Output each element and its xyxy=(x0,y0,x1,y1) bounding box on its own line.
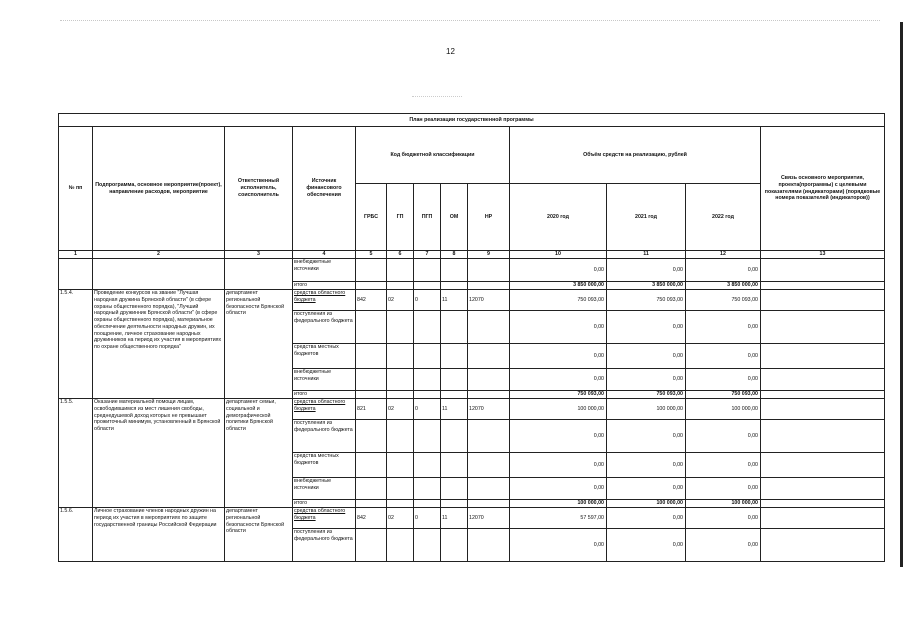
measure-row xyxy=(59,290,885,311)
link-cell xyxy=(761,344,885,369)
code-nr: 12070 xyxy=(468,508,510,529)
col-number: 7 xyxy=(414,251,441,259)
amount-v2022: 0,00 xyxy=(686,259,761,282)
code-gp: 02 xyxy=(387,399,414,420)
measure-row xyxy=(59,508,885,529)
amount-v2022: 750 093,00 xyxy=(686,290,761,311)
amount-v2021: 0,00 xyxy=(607,369,686,391)
measure-number: 1.5.5. xyxy=(59,399,93,508)
code-cell xyxy=(468,391,510,399)
right-edge-bar xyxy=(900,22,903,567)
code-cell xyxy=(414,391,441,399)
amount-v2020: 0,00 xyxy=(510,369,607,391)
amount-v2022: 0,00 xyxy=(686,508,761,529)
measure-executor: департамент региональной безопасности Брянской области xyxy=(225,290,293,399)
col-number: 4 xyxy=(293,251,356,259)
top-dotted-rule xyxy=(60,20,880,22)
code-cell xyxy=(387,344,414,369)
code-cell xyxy=(387,311,414,344)
code-cell xyxy=(441,529,468,562)
header-2021: 2021 год xyxy=(607,184,686,251)
measure-number: 1.5.6. xyxy=(59,508,93,562)
code-cell xyxy=(387,391,414,399)
code-nr: 12070 xyxy=(468,290,510,311)
code-cell xyxy=(441,391,468,399)
amount-v2021: 100 000,00 xyxy=(607,500,686,508)
col-number: 2 xyxy=(93,251,225,259)
small-rule xyxy=(412,96,462,97)
code-cell xyxy=(468,311,510,344)
code-cell xyxy=(414,500,441,508)
code-cell xyxy=(441,500,468,508)
measure-executor: департамент семьи, социальной и демографической политики Брянской области xyxy=(225,399,293,508)
header-om: ОМ xyxy=(441,184,468,251)
amount-v2022: 3 850 000,00 xyxy=(686,282,761,290)
code-cell xyxy=(441,478,468,500)
code-cell xyxy=(414,420,441,453)
header-2020: 2020 год xyxy=(510,184,607,251)
measure-executor: департамент региональной безопасности Брянской области xyxy=(225,508,293,562)
col-number: 12 xyxy=(686,251,761,259)
code-cell xyxy=(356,344,387,369)
code-cell xyxy=(387,282,414,290)
code-cell xyxy=(414,311,441,344)
code-cell xyxy=(468,282,510,290)
header-source: Источник финансового обеспечения xyxy=(293,127,356,251)
amount-v2022: 0,00 xyxy=(686,311,761,344)
header-budget-code: Код бюджетной классификации xyxy=(356,127,510,184)
amount-v2020: 0,00 xyxy=(510,478,607,500)
link-cell xyxy=(761,311,885,344)
amount-v2022: 0,00 xyxy=(686,369,761,391)
code-cell xyxy=(468,420,510,453)
header-program: Подпрограмма, основное мероприятие(проект), направление расходов, мероприятие xyxy=(93,127,225,251)
code-cell xyxy=(441,369,468,391)
amount-v2020: 57 597,00 xyxy=(510,508,607,529)
code-pgp: 0 xyxy=(414,290,441,311)
carry-row xyxy=(59,259,885,282)
col-number: 1 xyxy=(59,251,93,259)
link-cell xyxy=(761,399,885,420)
code-cell xyxy=(414,453,441,478)
code-cell xyxy=(356,529,387,562)
amount-v2021: 0,00 xyxy=(607,478,686,500)
amount-v2021: 0,00 xyxy=(607,344,686,369)
code-cell xyxy=(414,259,441,282)
code-cell xyxy=(441,311,468,344)
code-cell xyxy=(387,529,414,562)
amount-v2022: 100 000,00 xyxy=(686,399,761,420)
code-cell xyxy=(441,282,468,290)
code-cell xyxy=(468,529,510,562)
code-cell xyxy=(414,529,441,562)
table-title: План реализации государственной программы xyxy=(59,114,885,127)
amount-v2020: 750 093,00 xyxy=(510,391,607,399)
source-cell: внебюджетные источники xyxy=(293,259,356,282)
link-cell xyxy=(761,369,885,391)
carry-num-cell xyxy=(59,259,93,290)
col-number: 3 xyxy=(225,251,293,259)
col-number: 9 xyxy=(468,251,510,259)
header-pgp: ПГП xyxy=(414,184,441,251)
amount-v2021: 0,00 xyxy=(607,529,686,562)
link-cell xyxy=(761,391,885,399)
source-cell: внебюджетные источники xyxy=(293,478,356,500)
amount-v2021: 750 093,00 xyxy=(607,391,686,399)
link-cell xyxy=(761,290,885,311)
col-number: 6 xyxy=(387,251,414,259)
col-number: 10 xyxy=(510,251,607,259)
code-cell xyxy=(414,478,441,500)
amount-v2022: 100 000,00 xyxy=(686,500,761,508)
code-cell xyxy=(356,311,387,344)
code-cell xyxy=(441,420,468,453)
code-cell xyxy=(387,478,414,500)
code-pgp: 0 xyxy=(414,508,441,529)
amount-v2021: 0,00 xyxy=(607,259,686,282)
code-om: 11 xyxy=(441,399,468,420)
code-cell xyxy=(387,453,414,478)
code-grbs: 821 xyxy=(356,399,387,420)
amount-v2020: 0,00 xyxy=(510,453,607,478)
link-cell xyxy=(761,259,885,282)
code-om: 11 xyxy=(441,508,468,529)
code-cell xyxy=(356,500,387,508)
code-cell xyxy=(356,391,387,399)
amount-v2020: 100 000,00 xyxy=(510,500,607,508)
amount-v2020: 0,00 xyxy=(510,529,607,562)
amount-v2020: 0,00 xyxy=(510,344,607,369)
code-cell xyxy=(468,453,510,478)
carry-executor-cell xyxy=(225,259,293,290)
link-cell xyxy=(761,282,885,290)
header-link: Связь основного мероприятия, проекта(программы) с целевыми показателями (индикаторами) (порядковые номера показателей (индикаторов)) xyxy=(761,127,885,251)
source-cell: средства областного бюджета xyxy=(293,399,356,420)
code-cell xyxy=(414,369,441,391)
amount-v2021: 3 850 000,00 xyxy=(607,282,686,290)
page-number: 12 xyxy=(446,47,455,56)
amount-v2020: 0,00 xyxy=(510,311,607,344)
amount-v2021: 0,00 xyxy=(607,453,686,478)
code-cell xyxy=(356,282,387,290)
measure-number: 1.5.4. xyxy=(59,290,93,399)
code-pgp: 0 xyxy=(414,399,441,420)
amount-v2022: 750 093,00 xyxy=(686,391,761,399)
col-number: 5 xyxy=(356,251,387,259)
code-cell xyxy=(387,420,414,453)
source-cell: внебюджетные источники xyxy=(293,369,356,391)
code-cell xyxy=(387,369,414,391)
code-cell xyxy=(468,500,510,508)
code-cell xyxy=(414,344,441,369)
measure-row xyxy=(59,399,885,420)
amount-v2022: 0,00 xyxy=(686,529,761,562)
header-funds: Объём средств на реализацию, рублей xyxy=(510,127,761,184)
source-cell: итого xyxy=(293,391,356,399)
code-cell xyxy=(387,500,414,508)
code-cell xyxy=(356,369,387,391)
link-cell xyxy=(761,508,885,529)
code-nr: 12070 xyxy=(468,399,510,420)
source-cell: средства местных бюджетов xyxy=(293,344,356,369)
source-cell: итого xyxy=(293,282,356,290)
program-plan-table xyxy=(58,113,885,562)
header-grbs: ГРБС xyxy=(356,184,387,251)
code-cell xyxy=(468,259,510,282)
code-cell xyxy=(441,453,468,478)
measure-name: Проведение конкурсов на звание "Лучшая народная дружина Брянской области" (в сфере охраны общественного порядка), "Лучший народный дружинник Брянской области" (в сфере охраны общественного порядка), материальное обеспечение деятельности народных дружин, их поощрение, личное страхование народных дружинников на период их участия в мероприятиях по охране общественного порядка" xyxy=(93,290,225,399)
amount-v2020: 0,00 xyxy=(510,420,607,453)
col-number: 8 xyxy=(441,251,468,259)
col-number: 13 xyxy=(761,251,885,259)
amount-v2020: 3 850 000,00 xyxy=(510,282,607,290)
amount-v2021: 100 000,00 xyxy=(607,399,686,420)
code-cell xyxy=(414,282,441,290)
code-grbs: 842 xyxy=(356,290,387,311)
amount-v2020: 750 093,00 xyxy=(510,290,607,311)
link-cell xyxy=(761,453,885,478)
header-executor: Ответственный исполнитель, соисполнитель xyxy=(225,127,293,251)
code-cell xyxy=(356,420,387,453)
link-cell xyxy=(761,420,885,453)
header-2022: 2022 год xyxy=(686,184,761,251)
amount-v2020: 0,00 xyxy=(510,259,607,282)
header-num: № пп xyxy=(59,127,93,251)
code-cell xyxy=(441,259,468,282)
source-cell: поступления из федерального бюджета xyxy=(293,529,356,562)
code-cell xyxy=(356,478,387,500)
code-cell xyxy=(356,453,387,478)
amount-v2021: 0,00 xyxy=(607,508,686,529)
measure-name: Личное страхование членов народных дружин на период их участия в мероприятиях по защите государственной границы Российской Федерации xyxy=(93,508,225,562)
source-cell: средства областного бюджета xyxy=(293,508,356,529)
link-cell xyxy=(761,500,885,508)
code-cell xyxy=(387,259,414,282)
amount-v2022: 0,00 xyxy=(686,478,761,500)
code-gp: 02 xyxy=(387,508,414,529)
amount-v2021: 0,00 xyxy=(607,311,686,344)
header-gp: ГП xyxy=(387,184,414,251)
source-cell: средства областного бюджета xyxy=(293,290,356,311)
source-cell: поступления из федерального бюджета xyxy=(293,420,356,453)
amount-v2022: 0,00 xyxy=(686,344,761,369)
column-number-row xyxy=(59,251,885,259)
code-cell xyxy=(441,344,468,369)
code-gp: 02 xyxy=(387,290,414,311)
source-cell: поступления из федерального бюджета xyxy=(293,311,356,344)
source-cell: итого xyxy=(293,500,356,508)
source-cell: средства местных бюджетов xyxy=(293,453,356,478)
code-om: 11 xyxy=(441,290,468,311)
code-grbs: 842 xyxy=(356,508,387,529)
amount-v2021: 0,00 xyxy=(607,420,686,453)
measure-name: Оказание материальной помощи лицам, освободившимся из мест лишения свободы, среднедушевой доход которых не превышает прожиточный минимум, установленный в Брянской области xyxy=(93,399,225,508)
amount-v2020: 100 000,00 xyxy=(510,399,607,420)
code-cell xyxy=(468,344,510,369)
header-nr: НР xyxy=(468,184,510,251)
col-number: 11 xyxy=(607,251,686,259)
code-cell xyxy=(468,478,510,500)
amount-v2022: 0,00 xyxy=(686,453,761,478)
code-cell xyxy=(356,259,387,282)
link-cell xyxy=(761,529,885,562)
amount-v2021: 750 093,00 xyxy=(607,290,686,311)
carry-name-cell xyxy=(93,259,225,290)
amount-v2022: 0,00 xyxy=(686,420,761,453)
link-cell xyxy=(761,478,885,500)
code-cell xyxy=(468,369,510,391)
